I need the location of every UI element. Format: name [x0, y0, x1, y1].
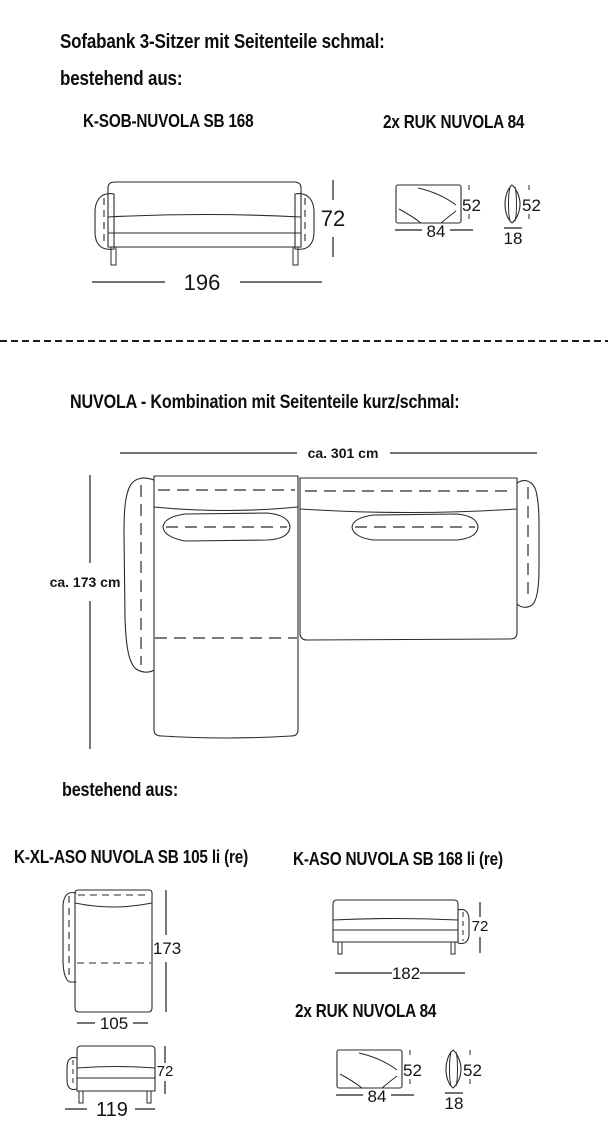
kxlaso-topview-diagram: [50, 885, 185, 1035]
component-label-ruk-top: 2x RUK NUVOLA 84: [383, 112, 525, 132]
ksob-backrest: [108, 182, 301, 215]
combination-topview-diagram: [45, 443, 555, 758]
kxlaso-front-diagram: [60, 1042, 180, 1122]
component-label-kaso: K-ASO NUVOLA SB 168 li (re): [293, 849, 503, 869]
kaso-front-right-leg: [451, 942, 455, 954]
ruk-top-side-width-label: 18: [503, 229, 523, 248]
ruk-bottom-side-width-label: 18: [444, 1094, 464, 1113]
kxlaso-front-body: [77, 1046, 155, 1091]
ruk-top-side-height-label: 52: [522, 196, 541, 215]
ksob-width-label: 196: [183, 270, 221, 295]
ksob-height-label: 72: [320, 206, 346, 231]
ruk-bottom-cushion-side: [446, 1050, 461, 1088]
section-bottom-title: NUVOLA - Kombination mit Seitenteile kurz/schmal:: [70, 392, 460, 413]
combination-left-side-panel: [124, 478, 154, 672]
section-top-subtitle: bestehend aus:: [60, 68, 183, 90]
kaso-front-body: [333, 900, 458, 942]
combination-left-element: [154, 476, 298, 738]
ruk-bottom-cushion-height-label: 52: [403, 1061, 422, 1080]
ksob-seat-edge: [108, 215, 301, 218]
ruk-bottom-cushion-width-label: 84: [367, 1087, 387, 1106]
combination-right-element: [300, 478, 517, 640]
ruk-top-cushion-side: [505, 185, 520, 223]
ruk-top-cushion-width-label: 84: [426, 222, 446, 241]
ruk-top-cushion-height-label: 52: [462, 196, 481, 215]
component-label-ruk-bottom: 2x RUK NUVOLA 84: [295, 1001, 437, 1021]
kaso-front-left-leg: [338, 942, 342, 954]
component-label-kxlaso: K-XL-ASO NUVOLA SB 105 li (re): [14, 847, 249, 867]
component-label-ksob: K-SOB-NUVOLA SB 168: [83, 111, 254, 131]
section-divider: [0, 340, 608, 342]
section-top-title: Sofabank 3-Sitzer mit Seitenteile schmal:: [60, 31, 385, 53]
kaso-front-width-label: 182: [391, 964, 421, 983]
combination-depth-label: ca. 173 cm: [49, 574, 121, 590]
ruk-bottom-side-height-label: 52: [463, 1061, 482, 1080]
kaso-front-height-label: 72: [471, 918, 489, 935]
kaso-front-diagram: [325, 898, 500, 983]
section-bottom-subtitle: bestehend aus:: [62, 780, 179, 801]
combination-width-label: ca. 301 cm: [307, 445, 379, 461]
kxlaso-front-arm: [67, 1057, 77, 1089]
kxlaso-front-width-label: 119: [96, 1099, 128, 1121]
kxlaso-depth-label: 173: [152, 939, 182, 958]
kxlaso-front-left-leg: [79, 1091, 83, 1103]
kxlaso-front-right-leg: [147, 1091, 151, 1103]
ruk-bottom-diagram: [331, 1045, 491, 1120]
ruk-top-diagram: [390, 180, 550, 255]
kxlaso-width-label: 105: [99, 1014, 129, 1033]
ksob-front-diagram: [85, 172, 355, 297]
kxlaso-front-height-label: 72: [156, 1063, 174, 1080]
kxlaso-body-outline: [75, 890, 152, 1012]
